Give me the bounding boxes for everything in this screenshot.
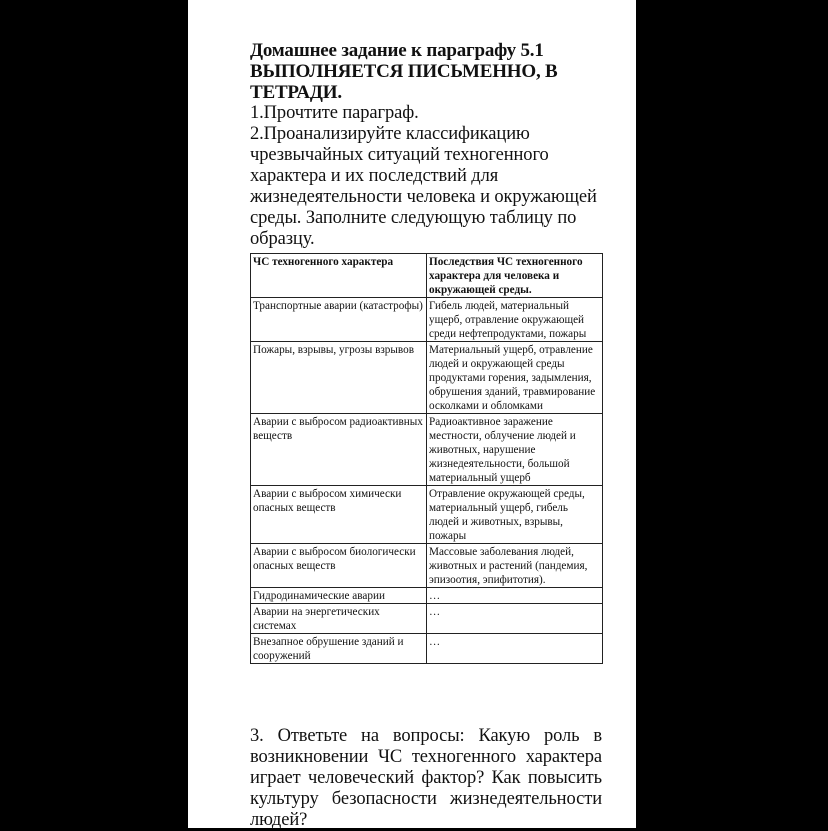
table-cell: Материальный ущерб, отравление людей и окружающей среды продуктами горения, задымления, обрушения зданий, травмирование осколками и обломками — [427, 342, 603, 414]
task-item-3: 3. Ответьте на вопросы: Какую роль в возникновении ЧС техногенного характера играет человеческий фактор? Как повысить культуру безопасности жизнедеятельности людей? — [250, 725, 602, 830]
heading-title: Домашнее задание к параграфу 5.1 — [250, 40, 544, 61]
table-row — [251, 342, 603, 414]
table-row — [251, 634, 603, 664]
table-cell: Аварии на энергетических системах — [251, 604, 427, 634]
table-cell: … — [427, 634, 603, 664]
table-cell: Аварии с выбросом биологически опасных веществ — [251, 544, 427, 588]
table-cell: Аварии с выбросом радиоактивных веществ — [251, 414, 427, 486]
table-cell: Пожары, взрывы, угрозы взрывов — [251, 342, 427, 414]
table-row — [251, 414, 603, 486]
heading-instruction: ВЫПОЛНЯЕТСЯ ПИСЬМЕННО, В ТЕТРАДИ. — [250, 61, 558, 103]
table-cell: Отравление окружающей среды, материальный ущерб, гибель людей и животных, взрывы, пожары — [427, 486, 603, 544]
table-cell: Аварии с выбросом химически опасных веществ — [251, 486, 427, 544]
table-cell: Массовые заболевания людей, животных и растений (пандемия, эпизоотия, эпифитотия). — [427, 544, 603, 588]
table-cell: Радиоактивное заражение местности, облучение людей и животных, нарушение жизнедеятельности, большой материальный ущерб — [427, 414, 603, 486]
hazards-table — [250, 253, 603, 664]
document-content — [250, 40, 602, 830]
table-row — [251, 544, 603, 588]
table-cell: Транспортные аварии (катастрофы) — [251, 298, 427, 342]
task-item-1: 1.Прочтите параграф. — [250, 103, 419, 123]
document-page — [188, 0, 636, 828]
table-row — [251, 486, 603, 544]
table-header-row — [251, 254, 603, 298]
table-cell: … — [427, 604, 603, 634]
table-row — [251, 298, 603, 342]
table-cell: Гидродинамические аварии — [251, 588, 427, 604]
table-cell: … — [427, 588, 603, 604]
table-row — [251, 604, 603, 634]
table-row — [251, 588, 603, 604]
table-cell: Гибель людей, материальный ущерб, отравление окружающей среди нефтепродуктами, пожары — [427, 298, 603, 342]
task-item-2: 2.Проанализируйте классификацию чрезвычайных ситуаций техногенного характера и их последствий для жизнедеятельности человека и окружающей среды. Заполните следующую таблицу по образцу. — [250, 124, 597, 249]
table-header-cell: Последствия ЧС техногенного характера для человека и окружающей среды. — [427, 254, 603, 298]
table-cell: Внезапное обрушение зданий и сооружений — [251, 634, 427, 664]
table-header-cell: ЧС техногенного характера — [251, 254, 427, 298]
